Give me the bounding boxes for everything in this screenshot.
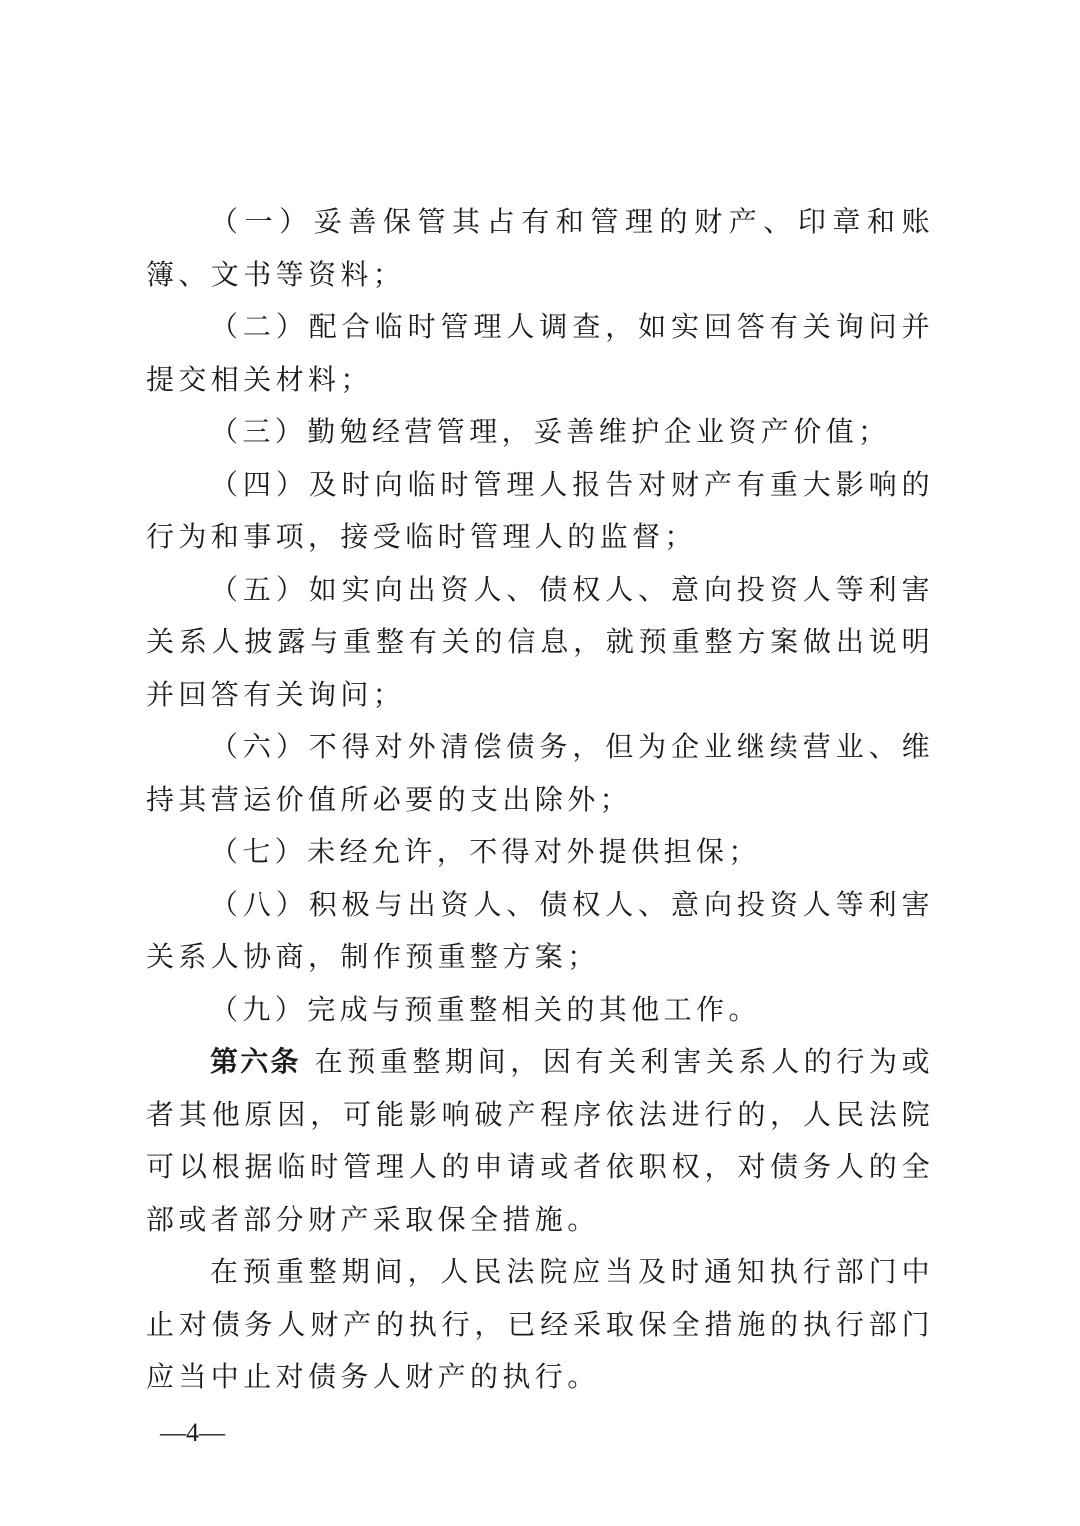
clause-item-9 <box>146 984 934 1037</box>
clause-item-6 <box>146 721 934 826</box>
clause-item-8 <box>146 879 934 984</box>
paragraph-text: （四）及时向临时管理人报告对财产有重大影响的行为和事项，接受临时管理人的监督； <box>146 467 934 553</box>
paragraph-text: （八）积极与出资人、债权人、意向投资人等利害关系人协商，制作预重整方案； <box>146 887 934 973</box>
page-number: —4— <box>160 1418 225 1447</box>
paragraph-text: （一）妥善保管其占有和管理的财产、印章和账簿、文书等资料； <box>146 205 934 291</box>
paragraph-text: 在预重整期间，人民法院应当及时通知执行部门中止对债务人财产的执行，已经采取保全措施的执行部门应当中止对债务人财产的执行。 <box>146 1255 934 1393</box>
article-6-paragraph-2 <box>146 1246 934 1404</box>
paragraph-text: （九）完成与预重整相关的其他工作。 <box>210 992 761 1026</box>
clause-item-1 <box>146 196 934 301</box>
article-label: 第六条 <box>210 1045 301 1078</box>
clause-item-2 <box>146 301 934 406</box>
document-body <box>146 196 934 1404</box>
article-6 <box>146 1036 934 1246</box>
clause-item-3 <box>146 406 934 459</box>
paragraph-text: （二）配合临时管理人调查，如实回答有关询问并提交相关材料； <box>146 310 934 396</box>
paragraph-text: （三）勤勉经营管理，妥善维护企业资产价值； <box>210 415 891 448</box>
paragraph-text: （六）不得对外清偿债务，但为企业继续营业、维持其营运价值所必要的支出除外； <box>146 730 934 816</box>
paragraph-text: （七）未经允许，不得对外提供担保； <box>210 835 761 868</box>
clause-item-5 <box>146 564 934 722</box>
clause-item-4 <box>146 459 934 564</box>
clause-item-7 <box>146 826 934 879</box>
paragraph-text: 在预重整期间，因有关利害关系人的行为或者其他原因，可能影响破产程序依法进行的，人民法院可以根据临时管理人的申请或者依职权，对债务人的全部或者部分财产采取保全措施。 <box>146 1045 934 1236</box>
paragraph-text: （五）如实向出资人、债权人、意向投资人等利害关系人披露与重整有关的信息，就预重整方案做出说明并回答有关询问； <box>146 572 934 711</box>
